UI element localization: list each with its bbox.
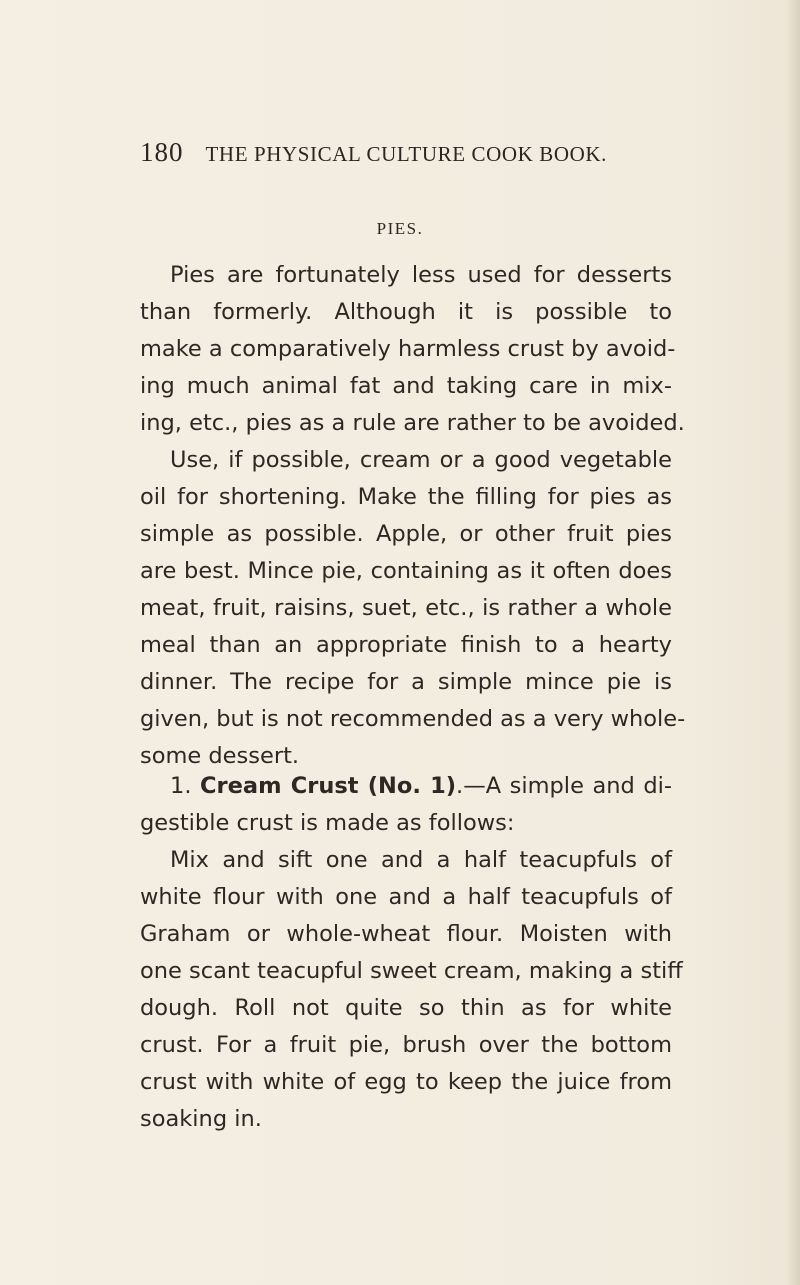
page-number: 180	[140, 137, 184, 167]
recipe-heading-line	[140, 768, 672, 805]
recipe-method-line: crust. For a fruit pie, brush over the bottom	[140, 1032, 672, 1058]
intro-paragraph	[140, 257, 686, 775]
paragraph-line: meat, fruit, raisins, suet, etc., is rather a whole	[140, 595, 672, 621]
section-heading: PIES.	[376, 219, 424, 238]
recipe-intro-text: .—A simple and di-	[456, 773, 672, 799]
recipe-intro-line: gestible crust is made as follows:	[140, 810, 515, 836]
paragraph-line: meal than an appropriate finish to a hearty	[140, 632, 672, 658]
recipe-method-line: Graham or whole-wheat flour. Moisten with	[140, 921, 672, 947]
recipe-method-line: soaking in.	[140, 1106, 262, 1132]
recipe-method-line: white flour with one and a half teacupfuls of	[140, 884, 672, 910]
recipe-method-line: Mix and sift one and a half teacupfuls of	[170, 847, 672, 873]
recipe-method-line: one scant teacupful sweet cream, making a stiff	[140, 958, 683, 984]
paragraph-line: make a comparatively harmless crust by avoid-	[140, 336, 676, 362]
paragraph-line: given, but is not recommended as a very whole-	[140, 706, 686, 732]
paragraph-line: simple as possible. Apple, or other fruit pies	[140, 521, 672, 547]
paragraph-line: than formerly. Although it is possible to	[140, 299, 672, 325]
paragraph-line: Use, if possible, cream or a good vegetable	[170, 447, 672, 473]
recipe-cream-crust	[140, 768, 683, 1138]
page-edge-shadow	[786, 0, 800, 1285]
running-head	[140, 137, 680, 173]
paragraph-line: dinner. The recipe for a simple mince pie is	[140, 669, 672, 695]
running-title: THE PHYSICAL CULTURE COOK BOOK.	[205, 142, 607, 166]
paragraph-line: are best. Mince pie, containing as it often does	[140, 558, 672, 584]
paragraph-line: ing, etc., pies as a rule are rather to be avoided.	[140, 410, 685, 436]
paragraph-line: oil for shortening. Make the filling for pies as	[140, 484, 672, 510]
recipe-method-line: dough. Roll not quite so thin as for white	[140, 995, 672, 1021]
paragraph-line: some dessert.	[140, 743, 300, 769]
paragraph-line: Pies are fortunately less used for desserts	[170, 262, 672, 288]
paragraph-line: ing much animal fat and taking care in mix-	[140, 373, 672, 399]
recipe-title: Cream Crust (No. 1)	[200, 773, 457, 799]
recipe-method-line: crust with white of egg to keep the juice from	[140, 1069, 672, 1095]
recipe-number: 1.	[170, 773, 192, 799]
